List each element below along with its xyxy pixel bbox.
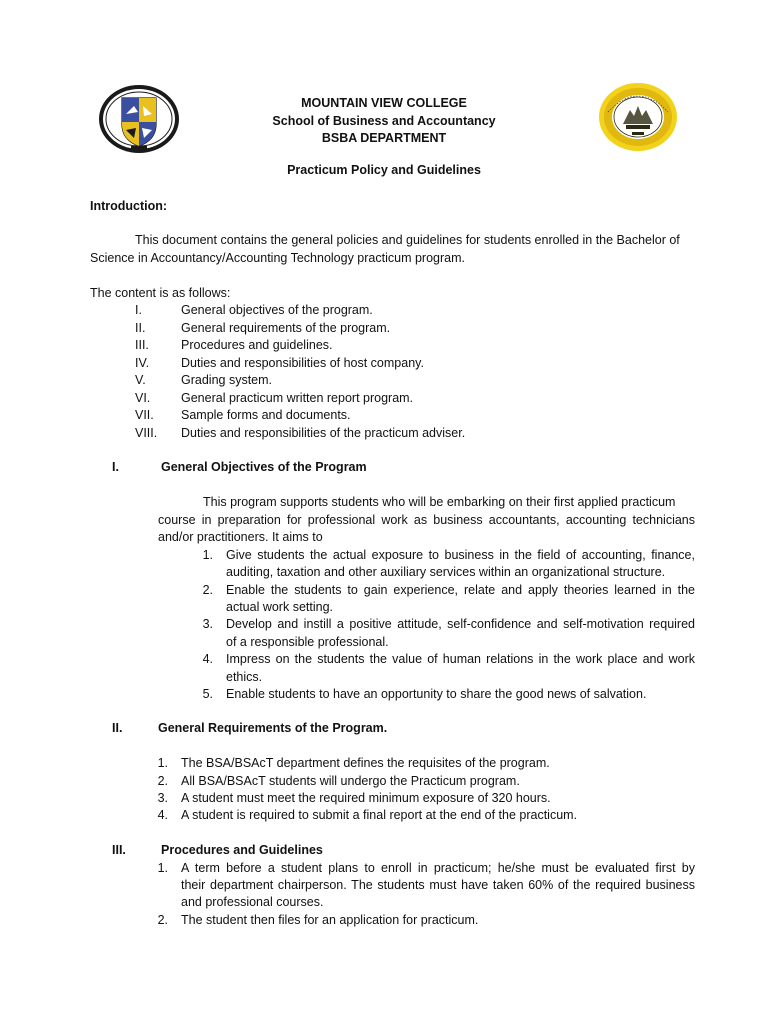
intro-paragraph-line-2: Science in Accountancy/Accounting Technology practicum program. — [90, 251, 465, 265]
section-1-title: General Objectives of the Program — [161, 460, 367, 474]
requirement-number: 2. — [157, 773, 168, 788]
toc-item: General practicum written report program. — [181, 390, 414, 405]
objective-text-line-1: Impress on the students the value of human relations in the work place and work — [226, 652, 695, 666]
toc-item: General requirements of the program. — [181, 320, 391, 335]
toc-item: Duties and responsibilities of the practicum adviser. — [181, 425, 466, 440]
section-1-para-line-2: course in preparation for professional work as business accountants, accounting technicians — [158, 512, 695, 527]
objective-number: 2. — [202, 582, 213, 597]
toc-number: I. — [135, 303, 142, 317]
toc-number: III. — [135, 338, 149, 352]
section-2-title: General Requirements of the Program. — [158, 721, 388, 735]
college-name: MOUNTAIN VIEW COLLEGE — [301, 96, 467, 110]
requirement-number: 4. — [157, 808, 168, 822]
content-lead: The content is as follows: — [90, 286, 231, 300]
department-name: BSBA DEPARTMENT — [321, 131, 447, 145]
section-3-number: III. — [112, 843, 126, 857]
requirement-text: A student is required to submit a final report at the end of the practicum. — [181, 808, 578, 822]
objective-text-line-1: Enable students to have an opportunity to share the good news of salvation. — [226, 687, 647, 701]
toc-item: Sample forms and documents. — [181, 408, 351, 422]
objective-number: 5. — [202, 687, 213, 701]
objective-text-line-2: ethics. — [226, 669, 263, 684]
toc-number: VII. — [135, 408, 154, 422]
document-header — [0, 95, 768, 148]
section-1-number: I. — [112, 460, 119, 474]
objective-number: 1. — [202, 547, 213, 562]
procedure-text-line-1: The student then files for an application for practicum. — [181, 912, 479, 927]
toc-item: General objectives of the program. — [181, 303, 373, 317]
section-2-number: II. — [112, 721, 123, 735]
objective-number: 3. — [202, 617, 213, 631]
requirement-text: The BSA/BSAcT department defines the requisites of the program. — [181, 756, 550, 770]
procedure-number: 1. — [157, 860, 168, 875]
toc-number: VIII. — [135, 425, 158, 440]
document-title: Practicum Policy and Guidelines — [287, 163, 481, 177]
toc-number: IV. — [135, 355, 150, 370]
procedure-text-line-1: A term before a student plans to enroll in practicum; he/she must be evaluated first by — [181, 860, 695, 875]
section-1-para-line-3: and/or practitioners. It aims to — [158, 530, 323, 544]
objective-text-line-1: Enable the students to gain experience, relate and apply theories learned in the — [226, 582, 695, 597]
toc-item: Procedures and guidelines. — [181, 338, 333, 352]
objective-text-line-2: of a responsible professional. — [226, 634, 389, 649]
procedure-text-line-2: their department chairperson. The students must have taken 60% of the required business — [181, 878, 695, 892]
toc-number: V. — [135, 373, 146, 387]
intro-heading: Introduction: — [90, 199, 168, 213]
requirement-text: All BSA/BSAcT students will undergo the Practicum program. — [181, 773, 520, 788]
toc-number: II. — [135, 320, 146, 335]
objective-text-line-1: Give students the actual exposure to business in the field of accounting, finance, — [226, 547, 695, 562]
objective-text-line-2: auditing, taxation and other auxiliary services within an organizational structure. — [226, 565, 666, 579]
intro-paragraph-line-1: This document contains the general policies and guidelines for students enrolled in the Bachelor of — [135, 233, 680, 247]
objective-text-line-2: actual work setting. — [226, 600, 333, 614]
procedure-text-line-3: and professional courses. — [181, 895, 324, 909]
requirement-text: A student must meet the required minimum exposure of 320 hours. — [181, 791, 551, 805]
objective-text-line-1: Develop and instill a positive attitude, self-confidence and self-motivation required — [226, 617, 695, 631]
section-1-para-line-1: This program supports students who will be embarking on their first applied practicum — [203, 495, 676, 509]
procedure-number: 2. — [157, 912, 168, 927]
school-name: School of Business and Accountancy — [272, 113, 496, 128]
section-3-title: Procedures and Guidelines — [161, 843, 323, 857]
requirement-number: 1. — [157, 756, 168, 770]
toc-number: VI. — [135, 390, 151, 405]
requirement-number: 3. — [157, 791, 168, 805]
objective-number: 4. — [202, 652, 213, 666]
toc-item: Duties and responsibilities of host company. — [181, 355, 424, 370]
toc-item: Grading system. — [181, 373, 273, 387]
